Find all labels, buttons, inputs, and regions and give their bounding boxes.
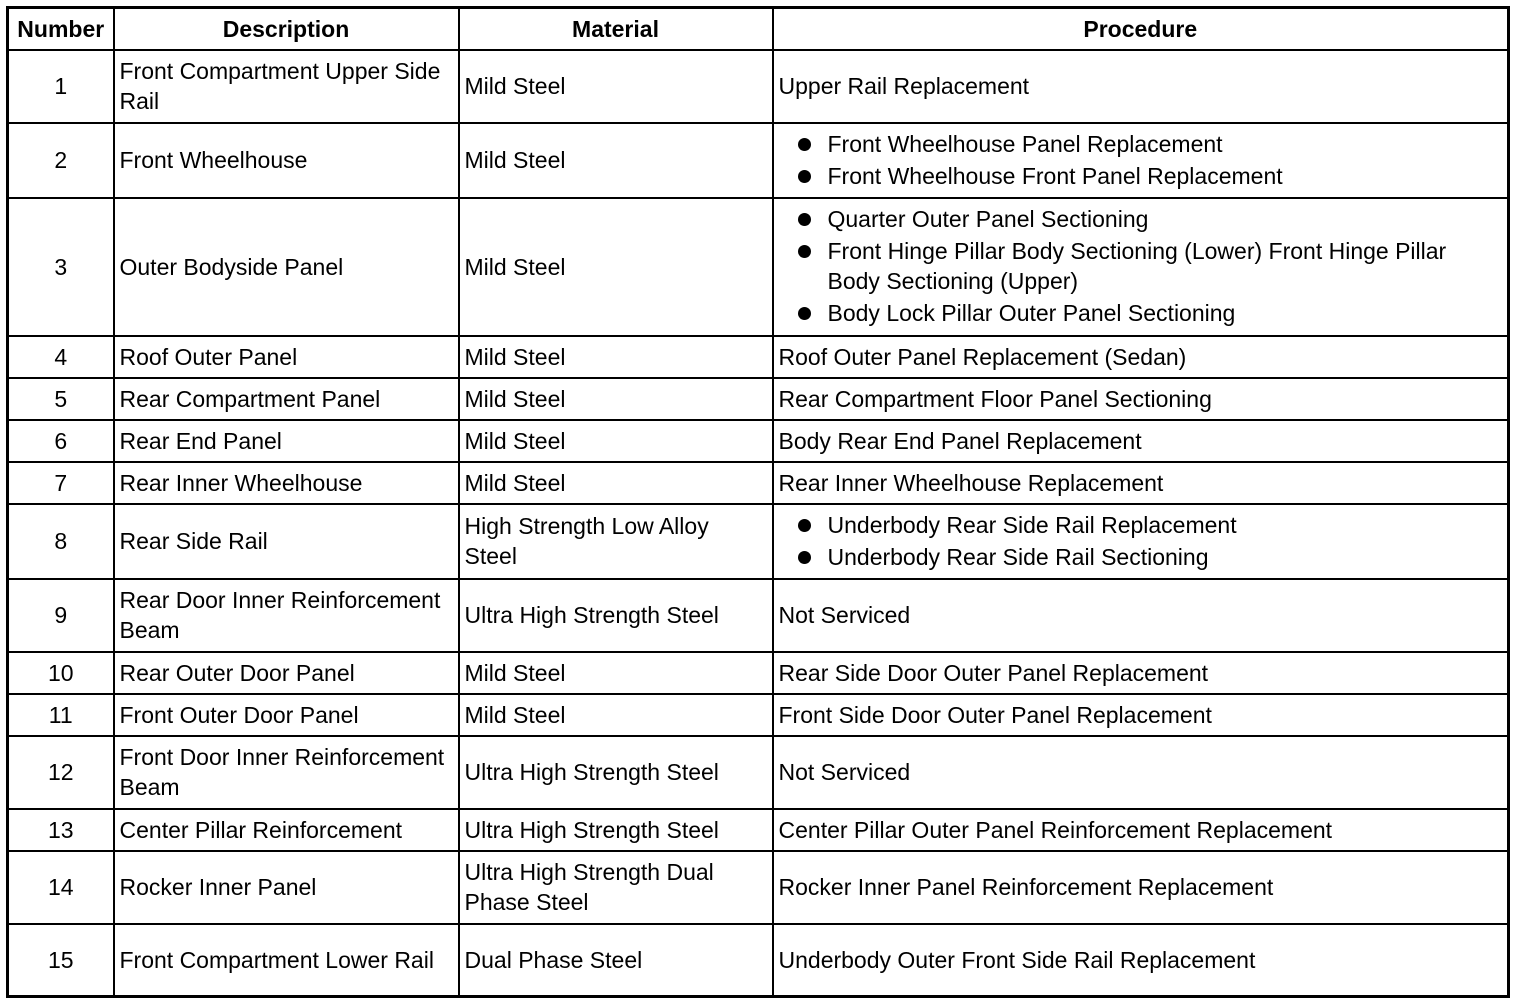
cell-procedure	[773, 123, 1509, 198]
cell-procedure: Not Serviced	[773, 736, 1509, 809]
cell-material: High Strength Low Alloy Steel	[459, 504, 773, 579]
table-row	[8, 123, 1509, 198]
bullet-icon	[798, 307, 811, 320]
cell-procedure: Rear Compartment Floor Panel Sectioning	[773, 378, 1509, 420]
cell-procedure: Center Pillar Outer Panel Reinforcement Replacement	[773, 809, 1509, 851]
procedure-text: Front Wheelhouse Front Panel Replacement	[827, 162, 1283, 189]
cell-procedure: Rear Inner Wheelhouse Replacement	[773, 462, 1509, 504]
table-row	[8, 579, 1509, 652]
table-row	[8, 694, 1509, 736]
table-row	[8, 504, 1509, 579]
bullet-icon	[798, 213, 811, 226]
bullet-icon	[798, 551, 811, 564]
cell-description: Rocker Inner Panel	[114, 851, 459, 924]
cell-number: 7	[8, 462, 114, 504]
procedure-list-item	[779, 510, 1503, 540]
procedure-text: Underbody Rear Side Rail Sectioning	[827, 543, 1209, 570]
table-row	[8, 50, 1509, 123]
cell-description: Rear Outer Door Panel	[114, 652, 459, 694]
cell-material: Ultra High Strength Dual Phase Steel	[459, 851, 773, 924]
procedure-list	[779, 510, 1503, 572]
cell-description: Outer Bodyside Panel	[114, 198, 459, 336]
table-row	[8, 924, 1509, 997]
cell-number: 12	[8, 736, 114, 809]
cell-material: Mild Steel	[459, 336, 773, 378]
cell-description: Roof Outer Panel	[114, 336, 459, 378]
cell-description: Front Compartment Upper Side Rail	[114, 50, 459, 123]
procedure-list-item	[779, 129, 1503, 159]
cell-material: Ultra High Strength Steel	[459, 579, 773, 652]
bullet-icon	[798, 519, 811, 532]
cell-procedure: Underbody Outer Front Side Rail Replacement	[773, 924, 1509, 997]
cell-material: Mild Steel	[459, 694, 773, 736]
cell-number: 6	[8, 420, 114, 462]
procedure-list-item	[779, 204, 1503, 234]
bullet-icon	[798, 170, 811, 183]
cell-material: Mild Steel	[459, 123, 773, 198]
cell-number: 5	[8, 378, 114, 420]
cell-description: Front Wheelhouse	[114, 123, 459, 198]
cell-description: Front Compartment Lower Rail	[114, 924, 459, 997]
cell-procedure: Rear Side Door Outer Panel Replacement	[773, 652, 1509, 694]
cell-description: Rear Side Rail	[114, 504, 459, 579]
table-row	[8, 420, 1509, 462]
procedure-list-item	[779, 298, 1503, 328]
table-row	[8, 378, 1509, 420]
cell-procedure: Body Rear End Panel Replacement	[773, 420, 1509, 462]
cell-description: Center Pillar Reinforcement	[114, 809, 459, 851]
cell-number: 9	[8, 579, 114, 652]
procedure-list	[779, 129, 1503, 191]
table-body	[8, 50, 1509, 997]
cell-description: Rear Door Inner Reinforcement Beam	[114, 579, 459, 652]
cell-procedure: Not Serviced	[773, 579, 1509, 652]
procedure-list	[779, 204, 1503, 328]
cell-material: Mild Steel	[459, 50, 773, 123]
cell-material: Mild Steel	[459, 420, 773, 462]
procedure-text: Underbody Rear Side Rail Replacement	[827, 511, 1237, 538]
table-row	[8, 851, 1509, 924]
header-material: Material	[459, 8, 773, 50]
cell-procedure: Upper Rail Replacement	[773, 50, 1509, 123]
cell-procedure	[773, 504, 1509, 579]
bullet-icon	[798, 245, 811, 258]
cell-number: 14	[8, 851, 114, 924]
cell-number: 2	[8, 123, 114, 198]
cell-description: Rear Compartment Panel	[114, 378, 459, 420]
procedure-list-item	[779, 161, 1503, 191]
table-row	[8, 336, 1509, 378]
table-row	[8, 462, 1509, 504]
cell-material: Mild Steel	[459, 462, 773, 504]
cell-material: Mild Steel	[459, 198, 773, 336]
bullet-icon	[798, 138, 811, 151]
cell-number: 8	[8, 504, 114, 579]
cell-material: Dual Phase Steel	[459, 924, 773, 997]
cell-description: Rear Inner Wheelhouse	[114, 462, 459, 504]
cell-procedure: Front Side Door Outer Panel Replacement	[773, 694, 1509, 736]
cell-description: Front Outer Door Panel	[114, 694, 459, 736]
table-row	[8, 736, 1509, 809]
header-row	[8, 8, 1509, 50]
procedure-list-item	[779, 542, 1503, 572]
cell-number: 10	[8, 652, 114, 694]
cell-description: Rear End Panel	[114, 420, 459, 462]
table-row	[8, 198, 1509, 336]
cell-material: Mild Steel	[459, 378, 773, 420]
cell-procedure: Roof Outer Panel Replacement (Sedan)	[773, 336, 1509, 378]
procedure-text: Quarter Outer Panel Sectioning	[827, 206, 1149, 232]
cell-description: Front Door Inner Reinforcement Beam	[114, 736, 459, 809]
header-number: Number	[8, 8, 114, 50]
cell-material: Mild Steel	[459, 652, 773, 694]
cell-number: 11	[8, 694, 114, 736]
procedure-text: Front Hinge Pillar Body Sectioning (Lower) Front Hinge Pillar Body Sectioning (Upper)	[827, 238, 1447, 294]
table-row	[8, 652, 1509, 694]
procedure-text: Front Wheelhouse Panel Replacement	[827, 130, 1223, 157]
parts-material-table	[6, 6, 1510, 998]
header-description: Description	[114, 8, 459, 50]
cell-procedure: Rocker Inner Panel Reinforcement Replacement	[773, 851, 1509, 924]
cell-material: Ultra High Strength Steel	[459, 809, 773, 851]
cell-procedure	[773, 198, 1509, 336]
table-row	[8, 809, 1509, 851]
cell-number: 1	[8, 50, 114, 123]
cell-number: 15	[8, 924, 114, 997]
header-procedure: Procedure	[773, 8, 1509, 50]
cell-number: 4	[8, 336, 114, 378]
procedure-list-item	[779, 236, 1503, 296]
cell-number: 3	[8, 198, 114, 336]
procedure-text: Body Lock Pillar Outer Panel Sectioning	[827, 300, 1236, 326]
cell-material: Ultra High Strength Steel	[459, 736, 773, 809]
cell-number: 13	[8, 809, 114, 851]
